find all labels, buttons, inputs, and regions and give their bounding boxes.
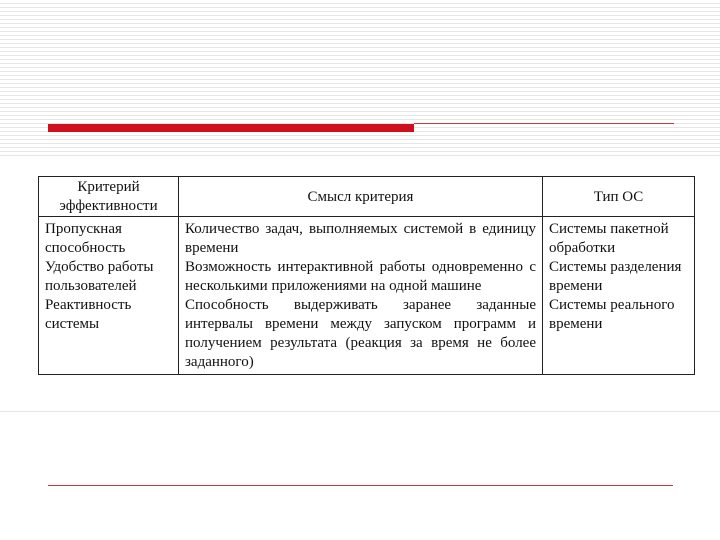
footer-rule bbox=[48, 485, 673, 486]
meaning-cell: Возможность интерактивной работы одновременно с несколькими приложениями на одной машине bbox=[179, 258, 543, 296]
efficiency-criteria-table bbox=[38, 176, 695, 375]
header-os-type: Тип ОС bbox=[543, 177, 695, 217]
os-type-cell: Системы разделения времени bbox=[543, 258, 695, 296]
os-type-cell: Системы пакетной обработки bbox=[543, 217, 695, 259]
footer-background bbox=[0, 412, 720, 540]
meaning-cell: Количество задач, выполняемых системой в единицу времени bbox=[179, 217, 543, 259]
header-meaning: Смысл критерия bbox=[179, 177, 543, 217]
title-accent-bar bbox=[48, 124, 414, 132]
criterion-cell: Пропускная способность bbox=[39, 217, 179, 259]
os-type-cell: Системы реального времени bbox=[543, 296, 695, 375]
table-row bbox=[39, 258, 695, 296]
table-header-row bbox=[39, 177, 695, 217]
table-row bbox=[39, 217, 695, 259]
meaning-cell: Способность выдерживать заранее заданные интервалы времени между запуском программ и получением результата (реакция за время не более заданного) bbox=[179, 296, 543, 375]
header-criterion: Критерий эффективности bbox=[39, 177, 179, 217]
criterion-cell: Реактивность системы bbox=[39, 296, 179, 375]
title-rule bbox=[414, 123, 674, 124]
table-row bbox=[39, 296, 695, 375]
criterion-cell: Удобство работы пользователей bbox=[39, 258, 179, 296]
